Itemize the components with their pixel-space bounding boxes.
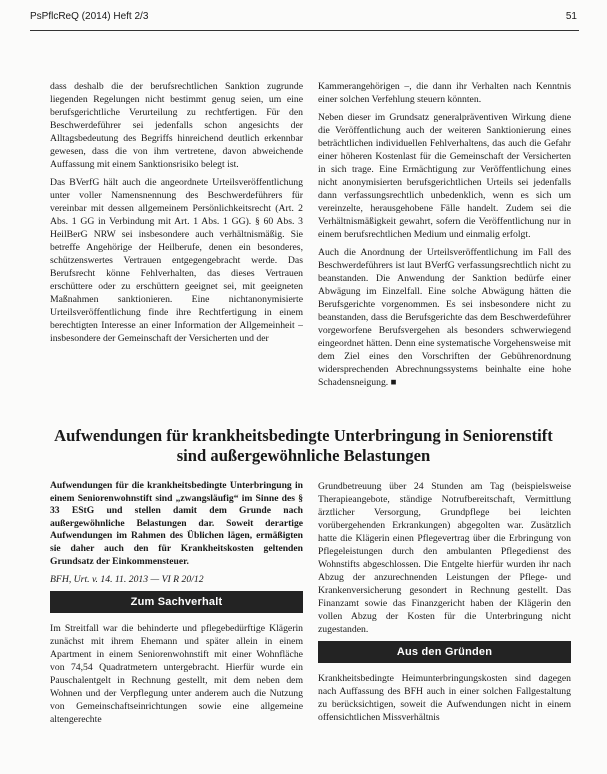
article-title (40, 426, 567, 466)
paragraph: Kammerangehörigen –, die dann ihr Verhalten nach Kenntnis einer solchen Verfehlung steuern könnten. (318, 81, 571, 105)
article-title-line: sind außergewöhnliche Belastungen (176, 446, 431, 465)
paragraph: Auch die Anordnung der Urteilsveröffentlichung im Fall des Beschwerdeführers ist laut BVerfG verfassungsrechtlich nicht zu beanstanden. Die Anwendung der Sanktion bedürfe einer Abwägung im Einzelfall. Eine solche Abwägung hätten die Berufsgerichte vorgenommen. Es sei insbesondere nicht zu beanstanden, dass die Berufsgerichte das dem Beschwerdeführer vorgeworfene Berufsvergehen als besonders schwerwiegend eingeordnet hätten. Denn eine systematische Vorgehensweise mit dem Ziel eines den Vorschriften der Gebührenordnung widersprechenden Abrechnungssystems beinhalte eine hohe Schadensneigung. ■ (318, 247, 571, 388)
court-citation: BFH, Urt. v. 14. 11. 2013 — VI R 20/12 (50, 574, 204, 586)
article-left-column (50, 480, 303, 774)
paragraph: Grundbetreuung über 24 Stunden am Tag (beispielsweise Therapieangebote, ständige Notrufbereitschaft, Vermittlung ärztlicher Versorgung, Grundpflege bei leichten vorübergehenden Erkrankungen) abgegolten war. Zusätzlich hatte die Klägerin einen Pflegevertrag über die Erbringung von Pflegeleistungen durch den ambulanten Pflegedienst des Wohnstifts abgeschlossen. Die Entgelte hierfür wurden ihr nach Abzug der anzurechnenden Leistungen der Pflege- und Krankenversicherung gesondert in Rechnung gestellt. Das Finanzamt sowie das Finanzgericht haben der Klägerin den vollen Abzug der Kosten für die Unterbringung nicht zugestanden. (318, 481, 571, 635)
page-number: 51 (565, 11, 577, 22)
previous-article-right-column (318, 80, 571, 410)
journal-citation: PsPflcReQ (2014) Heft 2/3 (30, 11, 149, 22)
article-lede: Aufwendungen für die krankheitsbedingte Unterbringung in einem Seniorenwohnstift sind „zwangsläufig“ im Sinne des § 33 EStG und stellen damit dem Grunde nach außergewöhnliche Belastungen dar. Soweit derartige Aufwendungen im Rahmen des Üblichen lägen, ermäßigten sie daher auch den für Krankheitskosten geltenden Grundsatz der Einkommensteuer. (50, 480, 303, 567)
article-right-column (318, 480, 571, 774)
article-title-line: Aufwendungen für krankheitsbedingte Unterbringung in Seniorenstift (54, 426, 553, 445)
paragraph: Im Streitfall war die behinderte und pflegebedürftige Klägerin zunächst mit ihrem Ehemann und später allein in einem Apartment in einem Seniorenwohnstift mit einer Wohnfläche von 74,54 Quadratmetern untergebracht. Hierfür wurde ein Pauschalentgelt in Rechnung gestellt, mit dem neben dem Wohnen und der Verpflegung unter anderem auch die Nutzung von Gemeinschaftseinrichtungen sowie eine allgemeine altengerechte (50, 623, 303, 726)
paragraph: dass deshalb die der berufsrechtlichen Sanktion zugrunde liegenden Regelungen nicht bestimmt genug seien, um eine berufsgerichtliche Verurteilung zu rechtfertigen. Für den Beschwerdeführer sei jedenfalls schon angesichts der Alltagsbedeutung des Begriffs hinreichend deutlich erkennbar gewesen, dass die von ihm vertretene, davon abweichende Auffassung mit einem Sanktionsrisiko belegt ist. (50, 81, 303, 170)
paragraph: Krankheitsbedingte Heimunterbringungskosten sind dagegen nach Auffassung des BFH auch in einer solchen Fallgestaltung zu berücksichtigen, soweit die Aufwendungen nicht in einem offensichtlichen Missverhältnis (318, 673, 571, 723)
section-heading-reasons: Aus den Gründen (318, 641, 571, 663)
page-header (0, 0, 607, 36)
paragraph: Das BVerfG hält auch die angeordnete Urteilsveröffentlichung unter voller Namensnennung des Beschwerdeführers für vereinbar mit dessen allgemeinem Persönlichkeitsrecht (Art. 2 Abs. 1 GG in Verbindung mit Art. 1 Abs. 1 GG). § 60 Abs. 3 HeilBerG NRW sei insbesondere auch verhältnismäßig. Sie betreffe Angehörige der Heilberufe, denen ein besonderes, schützenswertes Vertrauen entgegengebracht werde. Das Berufsrecht könne Fehlverhalten, das dieses Vertrauen erschüttere oder zu erschüttern geeignet sei, mit geeigneten Maßnahmen sanktionieren. Eine nichtanonymisierte Urteilsveröffentlichung finde ihre Rechtfertigung in einem berechtigten Interesse an einer Information der Allgemeinheit – insbesondere der Gemeinschaft der Versicherten und der (50, 177, 303, 344)
previous-article-left-column (50, 80, 303, 412)
header-rule (30, 30, 579, 31)
paragraph: Neben dieser im Grundsatz generalpräventiven Wirkung diene die Veröffentlichung auch der weiteren Sanktionierung eines beträchtlichen individuellen Fehlverhaltens, das auch die Gefahr einer höheren Kostenlast für die Gemeinschaft der Versicherten in sich trage. Eine Ermächtigung zur Veröffentlichung eines nicht anonymisierten berufsgerichtlichen Urteils sei jedenfalls dann verfassungsrechtlich unbedenklich, wenn es sich um vereinzelte, herausgehobene Fälle handelt. Zudem sei die Verhältnismäßigkeit gewahrt, sofern die Veröffentlichung nur in einem berufsrechtlichen Medium und einmalig erfolgt. (318, 112, 571, 240)
section-heading-facts: Zum Sachverhalt (50, 591, 303, 613)
